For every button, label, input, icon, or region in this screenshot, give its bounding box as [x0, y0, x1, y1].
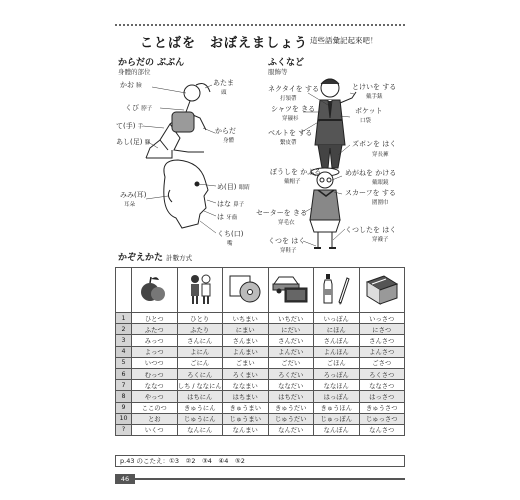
table-cell: ごまい: [223, 357, 269, 368]
table-cell: なんにん: [177, 424, 223, 435]
table-row: [116, 402, 405, 413]
table-row: [116, 335, 405, 346]
table-cell: ごほん: [314, 357, 360, 368]
table-cell: やっつ: [132, 391, 178, 402]
row-number: 8: [116, 391, 132, 402]
label-sweater-cn: 穿毛衣: [278, 220, 295, 226]
body-section-heading: からだの ぶぶん: [118, 58, 185, 68]
table-cell: さんぼん: [314, 335, 360, 346]
page-title-translation: 這些語彙記起來吧！: [310, 36, 378, 45]
table-cell: ろくまい: [223, 368, 269, 379]
head-profile-illustration: [164, 160, 208, 228]
table-row: [116, 357, 405, 368]
table-cell: ふたつ: [132, 324, 178, 335]
row-number: 9: [116, 402, 132, 413]
table-cell: はちにん: [177, 391, 223, 402]
apple-icon: [132, 268, 178, 313]
label-scarf-cn: 圍圍巾: [372, 200, 389, 206]
row-number: 4: [116, 346, 132, 357]
row-number: ?: [116, 424, 132, 435]
table-cell: ななだい: [268, 380, 314, 391]
page-footer-bar: [115, 478, 405, 480]
label-sweater: セーターを きる: [256, 209, 307, 217]
page-title: ことばを おぼえましょう: [140, 36, 309, 51]
clothes-section-heading: ふくなど: [268, 58, 305, 68]
table-cell: ごさつ: [359, 357, 405, 368]
table-cell: なんまい: [223, 424, 269, 435]
label-hat: ぼうしを かぶる: [270, 168, 322, 176]
label-neck: くび 脖子: [125, 104, 153, 112]
table-cell: いつつ: [132, 357, 178, 368]
label-glasses: めがねを かける: [345, 169, 397, 177]
label-pocket-cn: 口袋: [360, 118, 372, 124]
table-cell: きゅうだい: [268, 402, 314, 413]
label-socks: くつしたを はく: [345, 226, 397, 234]
table-cell: さんにん: [177, 335, 223, 346]
table-cell: さんさつ: [359, 335, 405, 346]
table-cell: じゅっさつ: [359, 413, 405, 424]
car-tv-icon: [268, 268, 314, 313]
table-cell: よんさつ: [359, 346, 405, 357]
row-number: 6: [116, 368, 132, 379]
counting-table: [115, 267, 405, 436]
label-scarf: スカーフを する: [345, 189, 396, 197]
table-cell: はっぽん: [314, 391, 360, 402]
table-row: [116, 368, 405, 379]
table-cell: なんぼん: [314, 424, 360, 435]
table-cell: にまい: [223, 324, 269, 335]
table-cell: いちまい: [223, 313, 269, 324]
clothes-section-sub: 服飾等: [268, 68, 288, 76]
label-glasses-cn: 戴眼鏡: [372, 180, 389, 186]
previous-page-answers: p.43 のこたえ：①3 ②2 ③4 ④4 ⑤2: [115, 455, 405, 467]
table-cell: とお: [132, 413, 178, 424]
label-shirt-cn: 穿襯衫: [282, 116, 299, 122]
table-cell: いくつ: [132, 424, 178, 435]
table-cell: はちまい: [223, 391, 269, 402]
label-necktie-cn: 打領帶: [280, 96, 297, 102]
label-shoes-cn: 穿鞋子: [280, 248, 297, 254]
label-pocket: ポケット: [355, 107, 383, 115]
label-head: あたま: [213, 79, 234, 87]
table-cell: きゅうほん: [314, 402, 360, 413]
table-cell: いっぽん: [314, 313, 360, 324]
label-belt-cn: 繫皮帶: [280, 140, 297, 146]
people-icon: [177, 268, 223, 313]
table-cell: じゅうだい: [268, 413, 314, 424]
businessman-illustration: [315, 79, 356, 168]
girl-illustration: [310, 168, 340, 248]
label-shirt: シャツを きる: [271, 105, 316, 113]
table-cell: きゅうまい: [223, 402, 269, 413]
row-number: 3: [116, 335, 132, 346]
label-mouth: くち(口): [217, 230, 244, 238]
counting-icon-row: [116, 268, 405, 313]
table-row: [116, 346, 405, 357]
label-eye: め(目) 眼睛: [217, 183, 250, 191]
table-cell: ごだい: [268, 357, 314, 368]
table-cell: ろくだい: [268, 368, 314, 379]
table-row: [116, 313, 405, 324]
table-cell: じゅうにん: [177, 413, 223, 424]
table-cell: はっさつ: [359, 391, 405, 402]
table-cell: ななほん: [314, 380, 360, 391]
label-watch-cn: 戴手錶: [366, 94, 383, 100]
table-cell: よにん: [177, 346, 223, 357]
cd-icon: [223, 268, 269, 313]
table-cell: ふたり: [177, 324, 223, 335]
label-teeth: は 牙齒: [217, 213, 238, 221]
table-cell: きゅうさつ: [359, 402, 405, 413]
table-cell: ひとり: [177, 313, 223, 324]
table-cell: なんだい: [268, 424, 314, 435]
table-cell: ななつ: [132, 380, 178, 391]
table-row: [116, 424, 405, 435]
label-head-cn: 頭: [221, 90, 227, 96]
table-cell: よんだい: [268, 346, 314, 357]
table-row: [116, 324, 405, 335]
label-watch: とけいを する: [352, 83, 397, 91]
table-cell: ろっぽん: [314, 368, 360, 379]
table-cell: にほん: [314, 324, 360, 335]
table-cell: よんほん: [314, 346, 360, 357]
body-section-sub: 身體的部位: [118, 68, 151, 76]
label-necktie: ネクタイを する: [268, 85, 319, 93]
table-cell: むっつ: [132, 368, 178, 379]
label-hat-cn: 戴帽子: [284, 179, 301, 185]
table-cell: よっつ: [132, 346, 178, 357]
label-nose: はな 鼻子: [217, 200, 245, 208]
table-cell: ろくにん: [177, 368, 223, 379]
label-body-cn: 身體: [223, 138, 235, 144]
label-trousers-cn: 穿長褲: [372, 152, 389, 158]
label-ear: みみ(耳): [120, 191, 147, 199]
table-cell: にさつ: [359, 324, 405, 335]
row-number: 5: [116, 357, 132, 368]
table-cell: ひとつ: [132, 313, 178, 324]
label-hand: て(手) 手: [116, 122, 144, 130]
table-cell: ろくさつ: [359, 368, 405, 379]
row-number: 1: [116, 313, 132, 324]
table-cell: きゅうにん: [177, 402, 223, 413]
label-body: からだ: [215, 127, 236, 135]
table-row: [116, 391, 405, 402]
table-cell: ごにん: [177, 357, 223, 368]
table-cell: じゅっぽん: [314, 413, 360, 424]
table-cell: さんまい: [223, 335, 269, 346]
label-belt: ベルトを する: [268, 129, 313, 137]
label-face: かお 臉: [120, 81, 142, 89]
table-cell: はちだい: [268, 391, 314, 402]
row-number: 7: [116, 380, 132, 391]
bottle-pencil-icon: [314, 268, 360, 313]
label-trousers: ズボンを はく: [352, 140, 397, 148]
table-row: [116, 380, 405, 391]
table-cell: ここのつ: [132, 402, 178, 413]
table-cell: しち / ななにん: [177, 380, 223, 391]
table-cell: じゅうまい: [223, 413, 269, 424]
table-cell: ななさつ: [359, 380, 405, 391]
table-row: [116, 413, 405, 424]
table-cell: なんさつ: [359, 424, 405, 435]
label-foot: あし(足) 腳: [116, 138, 151, 146]
label-ear-cn: 耳朵: [124, 202, 136, 208]
row-number: 2: [116, 324, 132, 335]
corner-cell: [116, 268, 132, 313]
table-cell: みっつ: [132, 335, 178, 346]
label-shoes: くつを はく: [268, 237, 306, 245]
table-cell: いちだい: [268, 313, 314, 324]
table-cell: よんまい: [223, 346, 269, 357]
label-mouth-cn: 嘴: [227, 241, 233, 247]
book-icon: [359, 268, 405, 313]
table-cell: さんだい: [268, 335, 314, 346]
counting-heading: かぞえかた 計數方式: [118, 253, 193, 263]
label-socks-cn: 穿襪子: [372, 237, 389, 243]
page-number: 46: [115, 474, 135, 484]
table-cell: ななまい: [223, 380, 269, 391]
table-cell: いっさつ: [359, 313, 405, 324]
row-number: 10: [116, 413, 132, 424]
table-cell: にだい: [268, 324, 314, 335]
